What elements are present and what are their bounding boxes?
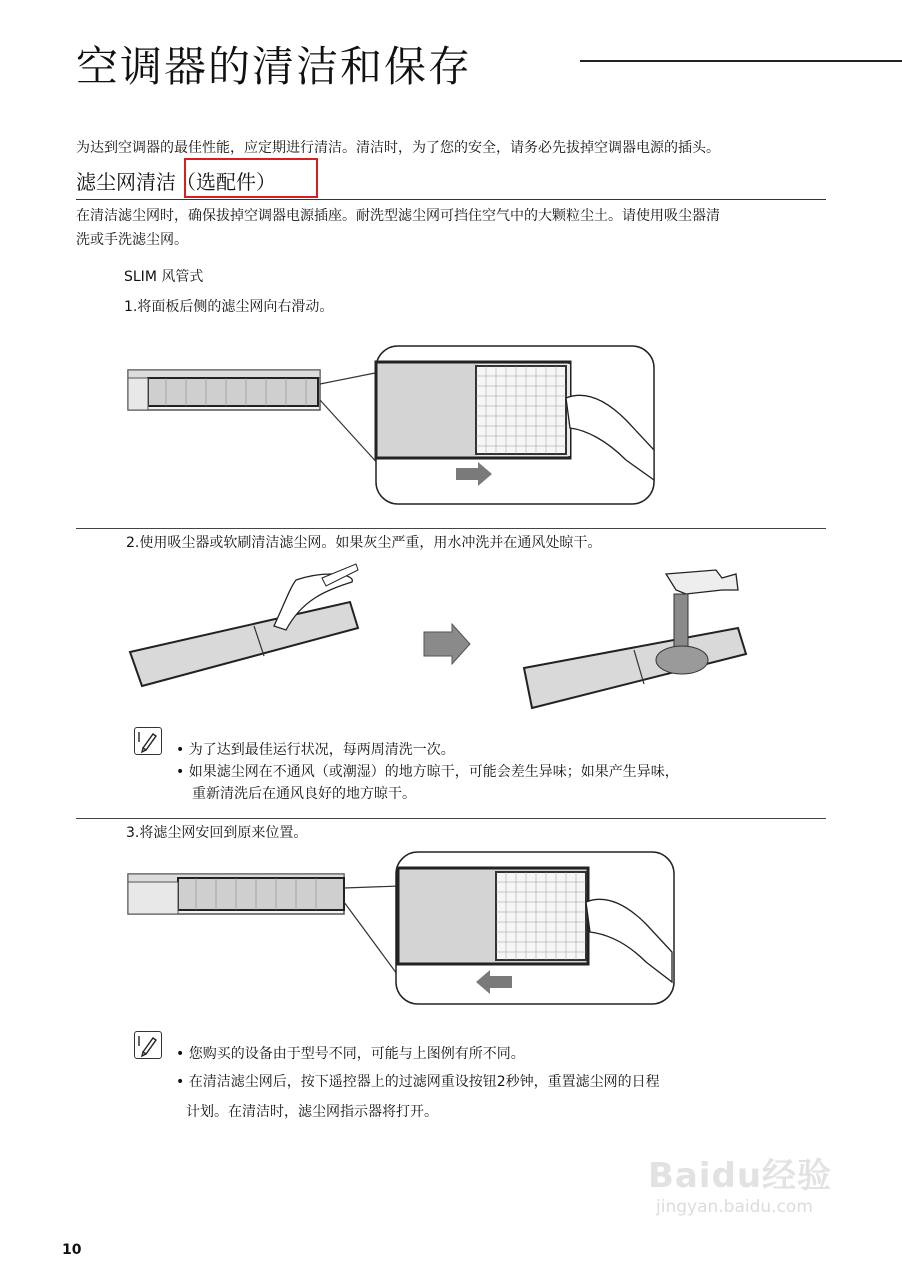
- baidu-watermark: [648, 1148, 832, 1217]
- step-1-text: 1.将面板后侧的滤尘网向右滑动。: [124, 299, 334, 315]
- step-2-illustration: [126, 560, 776, 720]
- title-rule: [580, 60, 902, 62]
- washing-filter-image: [524, 570, 746, 708]
- step-divider-2: [76, 818, 826, 819]
- zoom-bubble-image: [396, 852, 674, 1004]
- zoom-bubble-image: [376, 346, 654, 504]
- note-2-line-1: • 您购买的设备由于型号不同，可能与上图例有所不同。: [176, 1046, 525, 1062]
- intro-text: 为达到空调器的最佳性能，应定期进行清洁。清洁时，为了您的安全，请务必先拔掉空调器电源的插头。: [76, 140, 720, 156]
- step-3-text: 3.将滤尘网安回到原来位置。: [126, 825, 308, 841]
- section-description: [76, 204, 826, 252]
- note-1-line-1: • 为了达到最佳运行状况，每两周清洗一次。: [176, 742, 455, 758]
- pencil-icon: [135, 1032, 161, 1058]
- step-1-illustration: [126, 340, 666, 510]
- note-2-line-3: 计划。在清洁时，滤尘网指示器将打开。: [186, 1104, 438, 1120]
- duct-unit-image: [128, 370, 320, 410]
- note-2-line-2: • 在清洁滤尘网后，按下遥控器上的过滤网重设按钮2秒钟，重置滤尘网的日程: [176, 1074, 660, 1090]
- section-rule: [76, 199, 826, 200]
- step-divider-1: [76, 528, 826, 529]
- note-1-line-3: 重新清洗后在通风良好的地方晾干。: [192, 786, 416, 802]
- note-1-line-2: • 如果滤尘网在不通风（或潮湿）的地方晾干，可能会差生异味；如果产生异味，: [176, 764, 679, 780]
- section-description-line1: 在清洁滤尘网时，确保拔掉空调器电源插座。耐洗型滤尘网可挡住空气中的大颗粒尘土。请使用吸尘器清: [76, 208, 720, 224]
- highlight-box: [184, 158, 318, 198]
- page-title: 空调器的清洁和保存: [76, 42, 473, 91]
- section-title: 滤尘网清洁（选配件）: [76, 170, 276, 194]
- note-icon: [134, 727, 162, 755]
- duct-unit-image: [128, 874, 344, 914]
- page-number: 10: [62, 1242, 82, 1258]
- watermark-url: jingyan.baidu.com: [656, 1197, 813, 1217]
- process-arrow-icon: [424, 624, 470, 664]
- vacuum-filter-image: [130, 564, 358, 686]
- note-icon: [134, 1031, 162, 1059]
- section-description-line2: 洗或手洗滤尘网。: [76, 232, 188, 248]
- step-2-text: 2.使用吸尘器或软刷清洁滤尘网。如果灰尘严重，用水冲洗并在通风处晾干。: [126, 535, 602, 551]
- step-3-illustration: [126, 848, 678, 1008]
- watermark-brand: Baidu经验: [648, 1156, 833, 1196]
- subheading: SLIM 风管式: [124, 269, 204, 285]
- pencil-icon: [135, 728, 161, 754]
